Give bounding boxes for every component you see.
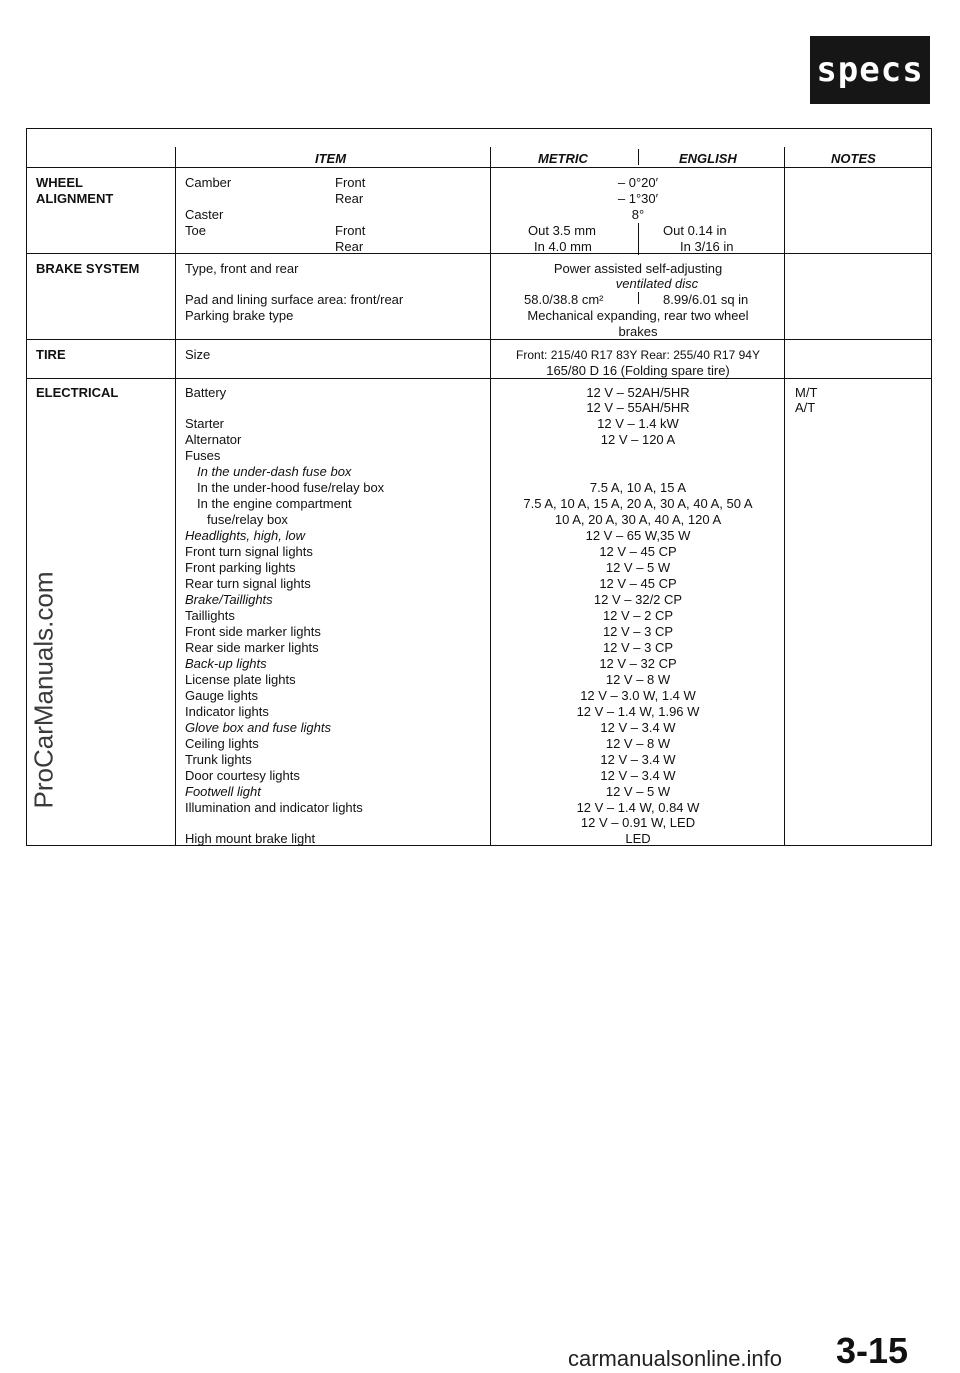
item-alternator: Alternator — [185, 432, 242, 447]
section-brake-title: BRAKE SYSTEM — [36, 261, 140, 276]
item-indicator-lights: Indicator lights — [185, 704, 269, 719]
value-fuse-under-dash: 7.5 A, 10 A, 15 A — [589, 480, 687, 495]
value-caster: 8° — [631, 207, 645, 222]
value-parking-brake-2: brakes — [618, 324, 658, 339]
item-fuse-engine-2: fuse/relay box — [207, 512, 288, 527]
item-brake-taillights: Brake/Taillights — [185, 592, 273, 607]
item-fuses: Fuses — [185, 448, 221, 463]
value-alternator: 12 V – 120 A — [600, 432, 676, 447]
col-divider-item — [175, 147, 176, 845]
item-door-courtesy: Door courtesy lights — [185, 768, 300, 783]
value-rear-side-marker: 12 V – 3 CP — [602, 640, 674, 655]
item-toe: Toe — [185, 223, 206, 238]
value-gauge-lights: 12 V – 3.0 W, 1.4 W — [580, 688, 696, 703]
item-brake-type: Type, front and rear — [185, 261, 299, 276]
item-starter: Starter — [185, 416, 225, 431]
value-rear-turn: 12 V – 45 CP — [599, 576, 677, 591]
value-footwell: 12 V – 5 W — [605, 784, 671, 799]
item-headlights: Headlights, high, low — [185, 528, 305, 543]
value-glove-box: 12 V – 3.4 W — [600, 720, 676, 735]
value-door-courtesy: 12 V – 3.4 W — [600, 768, 676, 783]
value-backup-lights: 12 V – 32 CP — [599, 656, 677, 671]
item-ceiling-lights: Ceiling lights — [185, 736, 259, 751]
value-fuse-under-hood: 7.5 A, 10 A, 15 A, 20 A, 30 A, 40 A, 50 A — [523, 496, 753, 511]
item-front-parking: Front parking lights — [185, 560, 296, 575]
header-item: ITEM — [315, 151, 347, 166]
value-battery-mt: 12 V – 52AH/5HR — [586, 385, 690, 400]
row-divider-brake — [27, 339, 931, 340]
value-brake-taillights: 12 V – 32/2 CP — [593, 592, 683, 607]
item-license-plate: License plate lights — [185, 672, 296, 687]
value-license-plate: 12 V – 8 W — [605, 672, 671, 687]
toe-front-english: Out 0.14 in — [663, 223, 727, 238]
toe-divider — [638, 223, 639, 255]
pad-divider — [638, 292, 639, 304]
value-taillights: 12 V – 2 CP — [602, 608, 674, 623]
value-high-mount: 12 V – 0.91 W, LED — [580, 815, 696, 830]
value-front-parking: 12 V – 5 W — [605, 560, 671, 575]
item-camber: Camber — [185, 175, 232, 190]
value-indicator-lights: 12 V – 1.4 W, 1.96 W — [576, 704, 700, 719]
value-trunk-lights: 12 V – 3.4 W — [600, 752, 676, 767]
value-front-turn: 12 V – 45 CP — [599, 544, 677, 559]
sub-camber-rear: Rear — [335, 191, 364, 206]
item-caster: Caster — [185, 207, 224, 222]
toe-rear-english: In 3/16 in — [680, 239, 734, 254]
value-camber-rear: – 1°30′ — [617, 191, 659, 206]
sub-camber-front: Front — [335, 175, 366, 190]
sub-toe-rear: Rear — [335, 239, 364, 254]
value-high-mount-led: LED — [625, 831, 651, 846]
item-gauge-lights: Gauge lights — [185, 688, 258, 703]
value-headlights: 12 V – 65 W,35 W — [585, 528, 691, 543]
header-metric: METRIC — [538, 151, 588, 166]
value-battery-at: 12 V – 55AH/5HR — [586, 400, 690, 415]
section-electrical-title: ELECTRICAL — [36, 385, 119, 400]
item-rear-side-marker: Rear side marker lights — [185, 640, 319, 655]
value-tire-spare: 165/80 D 16 (Folding spare tire) — [546, 363, 730, 378]
note-at: A/T — [795, 400, 816, 415]
watermark-text: ProCarManuals.com — [28, 571, 59, 809]
item-tire-size: Size — [185, 347, 211, 362]
note-mt: M/T — [795, 385, 818, 400]
section-wheel-title-1: WHEEL — [36, 175, 83, 190]
header-notes: NOTES — [831, 151, 876, 166]
value-tire-size: Front: 215/40 R17 83Y Rear: 255/40 R17 94Y — [516, 348, 760, 362]
item-front-side-marker: Front side marker lights — [185, 624, 321, 639]
value-brake-type-2: ventilated disc — [615, 276, 699, 291]
item-trunk-lights: Trunk lights — [185, 752, 252, 767]
value-starter: 12 V – 1.4 kW — [597, 416, 679, 431]
item-parking-brake: Parking brake type — [185, 308, 294, 323]
row-divider-tire — [27, 378, 931, 379]
item-footwell: Footwell light — [185, 784, 261, 799]
item-battery: Battery — [185, 385, 227, 400]
page-number: 3-15 — [836, 1330, 909, 1371]
item-front-turn: Front turn signal lights — [185, 544, 313, 559]
item-illumination: Illumination and indicator lights — [185, 800, 363, 815]
value-fuse-engine: 10 A, 20 A, 30 A, 40 A, 120 A — [554, 512, 722, 527]
item-high-mount: High mount brake light — [185, 831, 316, 846]
value-camber-front: – 0°20′ — [617, 175, 659, 190]
toe-rear-metric: In 4.0 mm — [534, 239, 592, 254]
item-backup-lights: Back-up lights — [185, 656, 267, 671]
item-rear-turn: Rear turn signal lights — [185, 576, 311, 591]
header-english: ENGLISH — [679, 151, 737, 166]
section-wheel-title-2: ALIGNMENT — [36, 191, 114, 206]
row-divider-header — [27, 167, 931, 168]
item-taillights: Taillights — [185, 608, 235, 623]
specs-tab: specs — [810, 36, 930, 104]
item-pad-area: Pad and lining surface area: front/rear — [185, 292, 404, 307]
sub-toe-front: Front — [335, 223, 366, 238]
item-fuse-engine: In the engine compartment — [197, 496, 352, 511]
item-fuse-under-hood: In the under-hood fuse/relay box — [197, 480, 385, 495]
footer-watermark: carmanualsonline.info — [568, 1346, 783, 1371]
value-pad-english: 8.99/6.01 sq in — [663, 292, 749, 307]
value-illumination: 12 V – 1.4 W, 0.84 W — [576, 800, 700, 815]
specs-table — [26, 128, 932, 846]
value-ceiling-lights: 12 V – 8 W — [605, 736, 671, 751]
header-metric-tick — [638, 149, 639, 165]
item-glove-box: Glove box and fuse lights — [185, 720, 331, 735]
value-parking-brake: Mechanical expanding, rear two wheel — [527, 308, 749, 323]
value-brake-type: Power assisted self-adjusting — [553, 261, 723, 276]
row-divider-wheel — [27, 253, 931, 254]
item-fuse-under-dash: In the under-dash fuse box — [197, 464, 352, 479]
section-tire-title: TIRE — [36, 347, 66, 362]
value-front-side-marker: 12 V – 3 CP — [602, 624, 674, 639]
toe-front-metric: Out 3.5 mm — [528, 223, 596, 238]
value-pad-metric: 58.0/38.8 cm² — [524, 292, 604, 307]
